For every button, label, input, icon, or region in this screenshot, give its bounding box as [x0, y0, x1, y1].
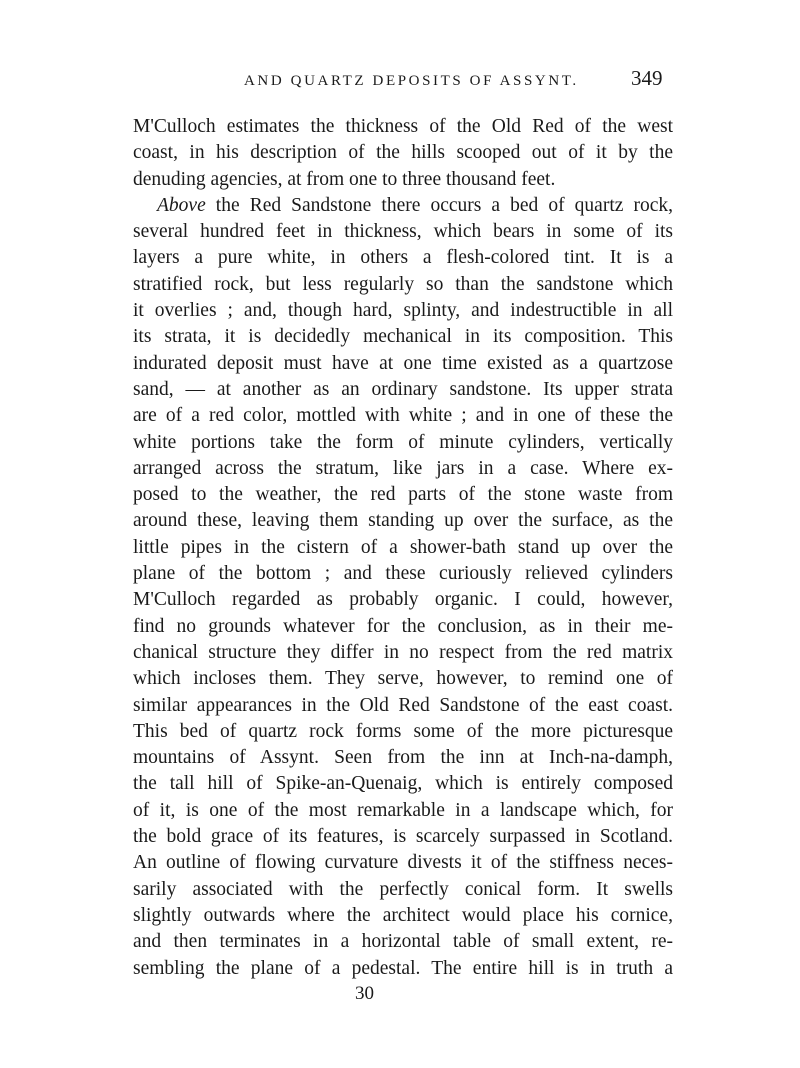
text-line: arranged across the stratum, like jars in a case. Where ex-	[133, 457, 673, 479]
text-line: little pipes in the cistern of a shower-bath stand up over the	[133, 536, 673, 558]
text-line: This bed of quartz rock forms some of the more picturesque	[133, 720, 673, 742]
text-line: sembling the plane of a pedestal. The entire hill is in truth a	[133, 957, 673, 979]
text-line: of it, is one of the most remarkable in a landscape which, for	[133, 799, 673, 821]
text-line: and then terminates in a horizontal table of small extent, re-	[133, 931, 673, 953]
text-line: several hundred feet in thickness, which bears in some of its	[133, 221, 673, 243]
text-line: its strata, it is decidedly mechanical in its composition. This	[133, 326, 673, 348]
running-head: AND QUARTZ DEPOSITS OF ASSYNT.	[244, 73, 579, 89]
text-line: which incloses them. They serve, however, to remind one of	[133, 668, 673, 690]
text-line: M'Culloch regarded as probably organic. I could, however,	[133, 589, 673, 611]
text-line: the tall hill of Spike-an-Quenaig, which is entirely composed	[133, 773, 673, 795]
page-number: 349	[631, 66, 663, 90]
text-line: M'Culloch estimates the thickness of the Old Red of the west	[133, 116, 673, 137]
text-run: the Red Sandstone there occurs a bed of quartz rock,	[205, 194, 673, 216]
text-line: slightly outwards where the architect would place his cornice,	[133, 904, 673, 926]
text-line: around these, leaving them standing up over the surface, as the	[133, 510, 673, 532]
text-line: An outline of flowing curvature divests it of the stiffness neces-	[133, 852, 673, 874]
text-line: are of a red color, mottled with white ; and in one of these the	[133, 405, 673, 427]
text-line: it overlies ; and, though hard, splinty, and indestructible in all	[133, 300, 673, 322]
text-line: sand, — at another as an ordinary sandstone. Its upper strata	[133, 378, 673, 400]
text-line: find no grounds whatever for the conclusion, as in their me-	[133, 615, 673, 637]
text-line: chanical structure they differ in no respect from the red matrix	[133, 641, 673, 663]
text-line: posed to the weather, the red parts of the stone waste from	[133, 484, 673, 506]
body-text	[133, 114, 673, 982]
text-line: indurated deposit must have at one time existed as a quartzose	[133, 352, 673, 374]
text-line: sarily associated with the perfectly conical form. It swells	[133, 878, 673, 900]
text-line: denuding agencies, at from one to three thousand feet.	[133, 168, 556, 190]
text-line: coast, in his description of the hills scooped out of it by the	[133, 142, 673, 164]
text-line: similar appearances in the Old Red Sandstone of the east coast.	[133, 694, 673, 716]
text-line: white portions take the form of minute cylinders, vertically	[133, 431, 673, 453]
text-line: mountains of Assynt. Seen from the inn at Inch-na-damph,	[133, 747, 673, 769]
signature-mark: 30	[355, 983, 374, 1004]
text-line: plane of the bottom ; and these curiously relieved cylinders	[133, 563, 673, 585]
text-line: the bold grace of its features, is scarcely surpassed in Scotland.	[133, 826, 673, 848]
italic-word: Above	[157, 194, 206, 216]
paragraph-first-line	[133, 193, 673, 219]
text-line: stratified rock, but less regularly so than the sandstone which	[133, 273, 673, 295]
text-line: layers a pure white, in others a flesh-colored tint. It is a	[133, 247, 673, 269]
